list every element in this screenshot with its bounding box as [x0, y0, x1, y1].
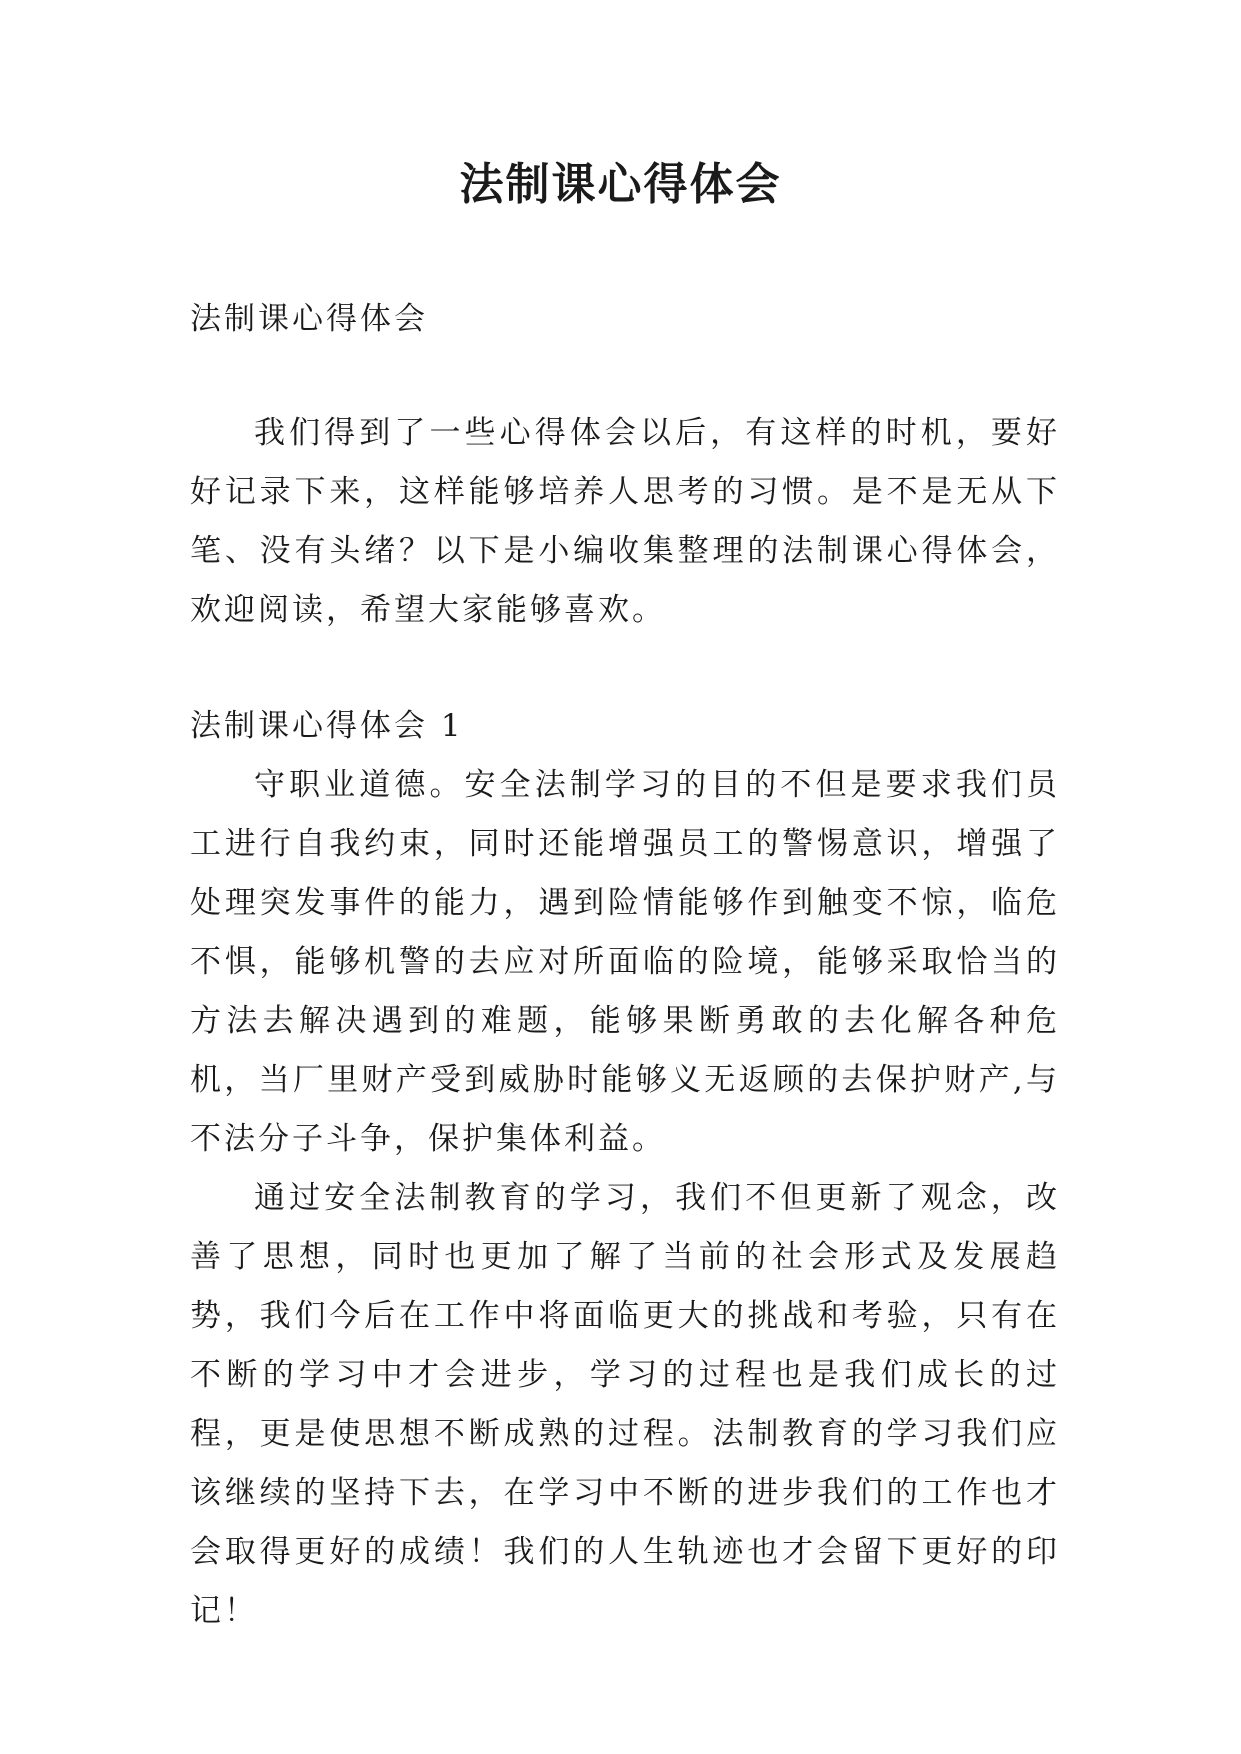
- section-heading: 法制课心得体会 1: [190, 708, 464, 744]
- section-heading-block: [190, 697, 1060, 756]
- section-paragraph: 守职业道德。安全法制学习的目的不但是要求我们员工进行自我约束，同时还能增强员工的警惕意识，增强了处理突发事件的能力，遇到险情能够作到触变不惊，临危不惧，能够机警的去应对所面临的险境，能够采取恰当的方法去解决遇到的难题，能够果断勇敢的去化解各种危机，当厂里财产受到威胁时能够义无返顾的去保护财产,与不法分子斗争，保护集体利益。: [190, 767, 1060, 1157]
- section-body: [190, 756, 1060, 1641]
- subtitle-text: 法制课心得体会: [190, 301, 428, 337]
- intro-paragraph: 我们得到了一些心得体会以后，有这样的时机，要好好记录下来，这样能够培养人思考的习惯。是不是无从下笔、没有头绪？以下是小编收集整理的法制课心得体会，欢迎阅读，希望大家能够喜欢。: [190, 415, 1060, 628]
- intro-paragraph-block: [190, 404, 1060, 640]
- document-subtitle: [190, 290, 1060, 349]
- section-paragraph: 通过安全法制教育的学习，我们不但更新了观念，改善了思想，同时也更加了解了当前的社会形式及发展趋势，我们今后在工作中将面临更大的挑战和考验，只有在不断的学习中才会进步，学习的过程也是我们成长的过程，更是使思想不断成熟的过程。法制教育的学习我们应该继续的坚持下去，在学习中不断的进步我们的工作也才会取得更好的成绩！我们的人生轨迹也才会留下更好的印记！: [190, 1180, 1060, 1629]
- document-title: 法制课心得体会: [459, 159, 782, 210]
